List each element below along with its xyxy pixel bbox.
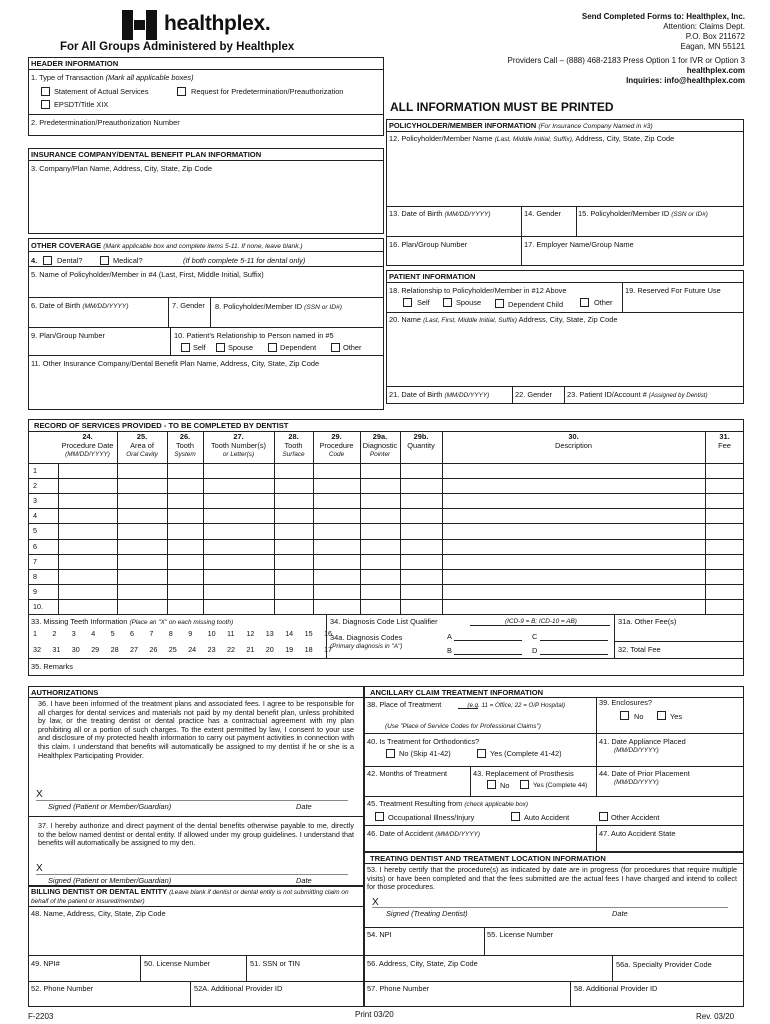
revision: Rev. 03/20 — [696, 1012, 735, 1021]
other-accident-label: Other Accident — [611, 813, 660, 822]
po-box: P.O. Box 211672 — [685, 32, 745, 41]
field-40-ortho: 40. Is Treatment for Orthodontics? — [367, 737, 480, 746]
contact-block — [508, 56, 745, 86]
service-row[interactable] — [58, 599, 744, 614]
auth-37-signature[interactable]: Signed (Patient or Member/Guardian) — [48, 876, 172, 885]
service-row-number: 1 — [33, 466, 37, 475]
field-18-relationship: 18. Relationship to Policyholder/Member in #12 Above — [389, 286, 567, 295]
service-col-header-27 — [203, 432, 274, 459]
auto-accident-checkbox[interactable] — [511, 812, 520, 821]
tooth-number[interactable]: 17 — [324, 645, 332, 654]
col-divider — [400, 431, 401, 463]
auto-accident-label: Auto Accident — [524, 813, 570, 822]
service-row[interactable] — [58, 478, 744, 493]
code-d-label: D — [532, 646, 538, 655]
rel-other-label: Other — [343, 343, 362, 352]
tooth-number[interactable]: 23 — [207, 645, 216, 654]
field-4-label: 4. — [31, 256, 38, 265]
field-17-employer[interactable]: 17. Employer Name/Group Name — [524, 240, 634, 249]
field-16-plan[interactable]: 16. Plan/Group Number — [389, 240, 468, 249]
auth-36-text: 36. I have been informed of the treatment plans and associated fees. I agree to be responsible for all charges for dental services and materials not paid by my dental benefit plan, unless prohibited by law, or the treating dentist or dental practice has a contractual agreement with my plan prohibiting all or a portion of such charges. To the extent permitted by law, I consent to your use and disclosure of my protected health information to carry out payment activities in connection with this claim. I understand that benefits will automatically be assigned to my dentist if he or she is a Healthplex Participating Provider. — [38, 699, 354, 760]
col-number: 24. — [82, 432, 93, 441]
col-sublabel: Surface — [282, 451, 305, 458]
service-row[interactable] — [58, 584, 744, 599]
auth-36-date[interactable]: Date — [296, 802, 312, 811]
rel-dependent-checkbox[interactable] — [268, 343, 277, 352]
occupational-label: Occupational Illness/Injury — [388, 813, 475, 822]
patient-other-label: Other — [594, 298, 613, 307]
tooth-number[interactable]: 30 — [71, 645, 80, 654]
field-31a-other-fees[interactable]: 31a. Other Fee(s) — [618, 617, 677, 626]
code-c-label: C — [532, 632, 538, 641]
billing-title: BILLING DENTIST OR DENTAL ENTITY (Leave blank if dentist or dental entity is not submitting claim on behalf of the patient or insured/member) — [31, 887, 349, 906]
ortho-no-label: No (Skip 41-42) — [399, 749, 451, 758]
col-label: Procedure Date — [61, 441, 114, 450]
field-33-missing-teeth: 33. Missing Teeth Information (Place an "X" on each missing tooth) — [31, 617, 234, 626]
col-sublabel: System — [174, 451, 196, 458]
col-divider — [313, 431, 314, 463]
enclosures-yes-label: Yes — [670, 712, 683, 721]
medical-label: Medical? — [113, 256, 143, 265]
actual-services-checkbox[interactable] — [41, 87, 50, 96]
treating-date[interactable]: Date — [612, 909, 628, 918]
col-label: Procedure — [319, 441, 354, 450]
tooth-number[interactable]: 2 — [52, 629, 57, 638]
col-number: 30. — [568, 432, 579, 441]
tooth-number[interactable]: 9 — [188, 629, 193, 638]
patient-dep-child-label: Dependent Child — [508, 300, 564, 309]
field-1-label: 1. Type of Transaction (Mark all applicable boxes) — [31, 73, 194, 82]
auth-37-date[interactable]: Date — [296, 876, 312, 885]
field-13-dob[interactable]: 13. Date of Birth (MM/DD/YYYY) — [389, 209, 491, 218]
rel-spouse-label: Spouse — [228, 343, 254, 352]
col-number: 31. — [719, 432, 730, 441]
service-col-header-31 — [705, 432, 744, 450]
logo-mark-icon — [122, 10, 158, 40]
service-row[interactable] — [58, 508, 744, 523]
print-date: Print 03/20 — [355, 1010, 394, 1019]
ortho-no-checkbox[interactable] — [386, 749, 395, 758]
field-15-member-id[interactable]: 15. Policyholder/Member ID (SSN or ID#) — [578, 209, 708, 218]
service-row[interactable] — [58, 523, 744, 538]
auth-37-x: X — [36, 863, 43, 874]
service-row[interactable] — [58, 554, 744, 569]
field-44-note: (MM/DD/YYYY) — [614, 779, 659, 786]
prosthesis-no-label: No — [500, 781, 510, 790]
ortho-yes-label: Yes (Complete 41-42) — [490, 749, 562, 758]
field-38-place[interactable]: 38. Place of Treatment (e.g. 11 = Office; 22 = O/P Hospital) — [367, 700, 566, 709]
patient-self-label: Self — [417, 298, 430, 307]
col-label: Tooth — [175, 441, 195, 450]
field-21-dob[interactable]: 21. Date of Birth (MM/DD/YYYY) — [389, 390, 490, 399]
field-34-note: (ICD-9 = B; ICD-10 = AB) — [505, 618, 577, 625]
enclosures-no-checkbox[interactable] — [620, 711, 629, 720]
treating-signature[interactable]: Signed (Treating Dentist) — [386, 909, 468, 918]
patient-spouse-checkbox[interactable] — [443, 298, 452, 307]
col-number: 29b. — [413, 432, 429, 441]
field-14-gender[interactable]: 14. Gender — [524, 209, 561, 218]
epsdt-label: EPSDT/Title XIX — [54, 100, 109, 109]
field-56a-specialty[interactable]: 56a. Specialty Provider Code — [616, 960, 712, 969]
field-6-dob[interactable]: 6. Date of Birth (MM/DD/YYYY) — [31, 301, 129, 310]
service-row-number: 4 — [33, 511, 37, 521]
field-3-company[interactable]: 3. Company/Plan Name, Address, City, State, Zip Code — [31, 164, 213, 173]
epsdt-checkbox[interactable] — [41, 100, 50, 109]
rel-other-checkbox[interactable] — [331, 343, 340, 352]
tooth-number[interactable]: 18 — [304, 645, 313, 654]
both-note: (If both complete 5-11 for dental only) — [183, 256, 306, 265]
rel-spouse-checkbox[interactable] — [216, 343, 225, 352]
patient-other-checkbox[interactable] — [580, 298, 589, 307]
col-label: Quantity — [407, 441, 435, 450]
service-row[interactable] — [58, 493, 744, 508]
prosthesis-no-checkbox[interactable] — [487, 780, 496, 789]
service-col-header-29b — [400, 432, 442, 450]
field-34a-codes: 34a. Diagnosis Codes — [330, 633, 403, 642]
service-col-header-29 — [313, 432, 360, 459]
field-48-billing-name[interactable]: 48. Name, Address, City, State, Zip Code — [31, 909, 166, 918]
city-state: Eagan, MN 55121 — [680, 42, 745, 51]
tooth-number[interactable]: 21 — [246, 645, 255, 654]
col-number: 29. — [331, 432, 342, 441]
service-col-header-25 — [117, 432, 167, 459]
col-divider — [442, 431, 443, 463]
col-sublabel: Code — [328, 451, 345, 458]
healthplex-logo — [122, 10, 292, 40]
patient-title: PATIENT INFORMATION — [389, 272, 476, 281]
service-row-number: 7 — [33, 556, 37, 566]
tooth-number[interactable]: 11 — [227, 629, 235, 638]
field-41-note: (MM/DD/YYYY) — [614, 747, 659, 754]
enclosures-yes-checkbox[interactable] — [657, 711, 666, 720]
form-title: For All Groups Administered by Healthplex — [60, 41, 295, 53]
service-col-header-28 — [274, 432, 313, 459]
col-label: Tooth — [284, 441, 303, 450]
attention: Attention: Claims Dept. — [663, 22, 745, 31]
tooth-number[interactable]: 31 — [52, 645, 61, 654]
service-col-header-29a — [360, 432, 400, 459]
tooth-number[interactable]: 7 — [149, 629, 154, 638]
code-b-label: B — [447, 646, 452, 655]
patient-dep-child-checkbox[interactable] — [495, 299, 504, 308]
tooth-number[interactable]: 26 — [149, 645, 158, 654]
auth-title: AUTHORIZATIONS — [31, 688, 99, 697]
tooth-number[interactable]: 28 — [110, 645, 119, 654]
field-19-reserved: 19. Reserved For Future Use — [625, 286, 721, 295]
field-35-remarks[interactable]: 35. Remarks — [31, 662, 73, 671]
send-to: Send Completed Forms to: Healthplex, Inc. — [581, 12, 745, 21]
tooth-number[interactable]: 5 — [110, 629, 115, 638]
field-58-provider-id[interactable]: 58. Additional Provider ID — [574, 984, 658, 993]
tooth-number[interactable]: 1 — [33, 629, 37, 638]
service-row-number: 5 — [33, 526, 37, 536]
service-row-number: 8 — [33, 571, 37, 581]
tooth-number[interactable]: 4 — [91, 629, 96, 638]
service-row[interactable] — [58, 569, 744, 584]
tooth-number[interactable]: 8 — [168, 629, 173, 638]
field-5-name[interactable]: 5. Name of Policyholder/Member in #4 (Last, First, Middle Initial, Suffix) — [31, 270, 264, 279]
col-label: Area of — [130, 441, 154, 450]
treating-x: X — [372, 897, 379, 908]
field-56-address[interactable]: 56. Address, City, State, Zip Code — [367, 959, 478, 968]
treating-53-text: 53. I hereby certify that the procedure(s) as indicated by date are in progress (for procedures that require multiple visits) or have been completed and that the fees submitted are the actual fees I have charged and intend to collect for those procedures. — [367, 865, 737, 892]
col-number: 25. — [136, 432, 148, 441]
service-row-number: 3 — [33, 496, 37, 506]
other-accident-checkbox[interactable] — [599, 812, 608, 821]
actual-services-label: Statement of Actual Services — [54, 87, 149, 96]
col-sublabel: Oral Cavity — [126, 451, 158, 458]
tooth-number[interactable]: 14 — [285, 629, 294, 638]
service-col-header-30 — [442, 432, 705, 450]
col-number: 27. — [233, 432, 244, 441]
col-label: Tooth Number(s) — [210, 441, 267, 450]
col-divider — [117, 431, 118, 463]
treating-title: TREATING DENTIST AND TREATMENT LOCATION INFORMATION — [370, 854, 606, 863]
col-divider — [167, 431, 168, 463]
service-col-header-24 — [58, 432, 117, 459]
col-sublabel: (MM/DD/YYYY) — [65, 451, 110, 458]
rel-dependent-label: Dependent — [280, 343, 317, 352]
tooth-number[interactable]: 3 — [71, 629, 76, 638]
field-46-accident-date[interactable]: 46. Date of Accident (MM/DD/YYYY) — [367, 829, 480, 838]
col-number: 26. — [179, 432, 191, 441]
field-32-total-fee[interactable]: 32. Total Fee — [618, 645, 661, 654]
col-number: 28. — [288, 432, 299, 441]
field-34-qualifier[interactable]: 34. Diagnosis Code List Qualifier — [330, 617, 438, 626]
predetermination-label: Request for Predetermination/Preauthorization — [191, 87, 344, 96]
field-10-relationship: 10. Patient's Relationship to Person named in #5 — [174, 331, 334, 340]
auth-37-text: 37. I hereby authorize and direct payment of the dental benefits otherwise payable to me, directly to the below named dentist or dental entity. If allowed under my group guidelines. I understand that benefits will automatically be assigned to my den. — [38, 821, 354, 848]
inquiries: Inquiries: info@healthplex.com — [626, 76, 745, 85]
field-2-predet-number[interactable]: 2. Predetermination/Preauthorization Number — [31, 118, 180, 127]
rel-self-label: Self — [193, 343, 206, 352]
services-title: RECORD OF SERVICES PROVIDED - TO BE COMPLETED BY DENTIST — [34, 421, 289, 430]
field-43-prosthesis: 43. Replacement of Prosthesis — [473, 769, 574, 778]
providers-call: Providers Call – (888) 468-2183 Press Option 1 for IVR or Option 3 — [507, 56, 745, 65]
col-sublabel: Pointer — [369, 451, 391, 458]
prosthesis-yes-checkbox[interactable] — [520, 780, 529, 789]
dental-label: Dental? — [57, 256, 83, 265]
field-51-ssn-tin[interactable]: 51. SSN or TIN — [250, 959, 300, 968]
field-12-policyholder[interactable]: 12. Policyholder/Member Name (Last, Middle Initial, Suffix), Address, City, State, Zip Code — [389, 134, 675, 143]
tooth-number[interactable]: 22 — [227, 645, 235, 654]
col-label: Description — [555, 441, 592, 450]
ortho-yes-checkbox[interactable] — [477, 749, 486, 758]
service-row-number: 9 — [33, 586, 37, 596]
insurance-title: INSURANCE COMPANY/DENTAL BENEFIT PLAN INFORMATION — [31, 150, 262, 159]
service-row-number: 10. — [33, 601, 43, 611]
tooth-number[interactable]: 6 — [130, 629, 134, 638]
patient-self-checkbox[interactable] — [403, 298, 412, 307]
occupational-checkbox[interactable] — [375, 812, 384, 821]
field-22-gender[interactable]: 22. Gender — [515, 390, 552, 399]
policyholder-title: POLICYHOLDER/MEMBER INFORMATION (For Insurance Company Named in #3) — [389, 121, 653, 130]
tooth-number[interactable]: 32 — [33, 645, 41, 654]
header-info-title: HEADER INFORMATION — [31, 59, 119, 68]
field-34a-note: (Primary diagnosis in "A") — [330, 643, 403, 650]
tooth-number[interactable]: 10 — [207, 629, 216, 638]
auth-36-x: X — [36, 789, 43, 800]
col-divider — [203, 431, 204, 463]
tooth-number[interactable]: 29 — [91, 645, 100, 654]
predetermination-checkbox[interactable] — [177, 87, 186, 96]
col-number: 29a. — [372, 432, 388, 441]
field-47-accident-state[interactable]: 47. Auto Accident State — [599, 829, 676, 838]
dental-checkbox[interactable] — [43, 256, 52, 265]
tooth-number[interactable]: 25 — [168, 645, 177, 654]
tooth-number[interactable]: 15 — [304, 629, 313, 638]
field-39-enclosures: 39. Enclosures? — [599, 698, 652, 707]
field-11-other-insurance[interactable]: 11. Other Insurance Company/Dental Benefit Plan Name, Address, City, State, Zip Code — [31, 359, 320, 368]
logo-wordmark: healthplex. — [164, 12, 271, 35]
field-38-use-note: (Use "Place of Service Codes for Professional Claims") — [385, 723, 541, 730]
field-54-npi[interactable]: 54. NPI — [367, 930, 392, 939]
rel-self-checkbox[interactable] — [181, 343, 190, 352]
tooth-number[interactable]: 13 — [265, 629, 274, 638]
col-divider — [705, 431, 706, 463]
field-49-npi[interactable]: 49. NPI# — [31, 959, 60, 968]
col-label: Fee — [718, 441, 731, 450]
service-col-header-26 — [167, 432, 203, 459]
medical-checkbox[interactable] — [100, 256, 109, 265]
all-info-printed: ALL INFORMATION MUST BE PRINTED — [390, 100, 614, 114]
ancillary-title: ANCILLARY CLAIM TREATMENT INFORMATION — [370, 688, 544, 697]
field-52-phone[interactable]: 52. Phone Number — [31, 984, 94, 993]
field-50-license[interactable]: 50. License Number — [144, 959, 211, 968]
website: healthplex.com — [686, 66, 745, 75]
col-label: Diagnostic — [362, 441, 398, 450]
prosthesis-yes-label: Yes (Complete 44) — [533, 782, 588, 789]
tooth-number[interactable]: 27 — [130, 645, 138, 654]
field-42-months[interactable]: 42. Months of Treatment — [367, 769, 448, 778]
field-7-gender[interactable]: 7. Gender — [172, 301, 205, 310]
field-20-patient-name[interactable]: 20. Name (Last, First, Middle Initial, Suffix) Address, City, State, Zip Code — [389, 315, 618, 324]
tooth-number[interactable]: 12 — [246, 629, 255, 638]
field-9-plan[interactable]: 9. Plan/Group Number — [31, 331, 105, 340]
tooth-number[interactable]: 19 — [285, 645, 294, 654]
code-a-label: A — [447, 632, 452, 641]
service-row-number: 2 — [33, 481, 37, 491]
service-row-number: 6 — [33, 541, 37, 551]
field-45-resulting: 45. Treatment Resulting from (check applicable box) — [367, 799, 528, 808]
field-44-prior-placement[interactable]: 44. Date of Prior Placement — [599, 769, 690, 778]
field-41-appliance[interactable]: 41. Date Appliance Placed — [599, 737, 686, 746]
col-divider — [360, 431, 361, 463]
col-divider — [274, 431, 275, 463]
service-row[interactable] — [58, 463, 744, 478]
field-52a-provider-id[interactable]: 52A. Additional Provider ID — [194, 984, 283, 993]
field-8-member-id[interactable]: 8. Policyholder/Member ID (SSN or ID#) — [215, 302, 342, 311]
service-row[interactable] — [58, 539, 744, 554]
field-55-license[interactable]: 55. License Number — [487, 930, 554, 939]
col-sublabel: or Letter(s) — [222, 451, 255, 458]
tooth-number[interactable]: 20 — [265, 645, 274, 654]
field-57-phone[interactable]: 57. Phone Number — [367, 984, 430, 993]
tooth-number[interactable]: 16 — [324, 629, 332, 638]
auth-36-signature[interactable]: Signed (Patient or Member/Guardian) — [48, 802, 172, 811]
form-number: F-2203 — [28, 1012, 54, 1021]
other-coverage-title: OTHER COVERAGE (Mark applicable box and complete items 5-11. If none, leave blank.) — [31, 241, 303, 250]
tooth-number[interactable]: 24 — [188, 645, 197, 654]
field-23-account[interactable]: 23. Patient ID/Account # (Assigned by Dentist) — [567, 390, 708, 399]
send-to-block — [582, 12, 745, 52]
enclosures-no-label: No — [634, 712, 644, 721]
patient-spouse-label: Spouse — [456, 298, 482, 307]
